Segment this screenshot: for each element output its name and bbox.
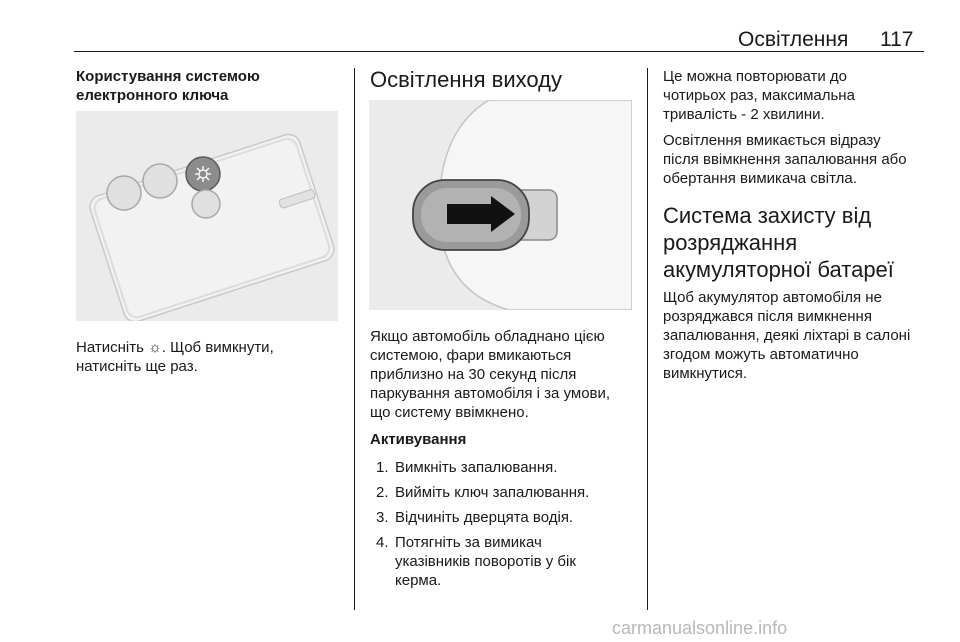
step-text-line-3: керма. (395, 572, 442, 589)
step-number: 3. (376, 509, 389, 526)
key-system-heading-line-2: електронного ключа (76, 87, 229, 104)
activation-step (370, 483, 640, 502)
activation-step (370, 458, 640, 477)
step-text: Вийміть ключ запалювання. (395, 484, 590, 501)
activation-steps-list (370, 458, 640, 596)
step-number: 2. (376, 484, 389, 501)
exit-lighting-paragraph-line-1: Якщо автомобіль обладнано цією (370, 328, 605, 345)
step-text-line-2: указівників поворотів у бік (395, 553, 576, 570)
watermark: carmanualsonline.info (612, 618, 788, 638)
battery-paragraph-line-2: розряджався після вимкнення (663, 308, 872, 325)
exit-lighting-paragraph-line-5: що систему ввімкнено. (370, 404, 529, 421)
repeat-info-line-1: Це можна повторювати до (663, 68, 847, 85)
battery-protection-heading-line-3: акумуляторної батареї (663, 257, 894, 282)
battery-protection-heading-line-1: Система захисту від (663, 203, 872, 228)
activation-step (370, 508, 640, 527)
key-instruction-line-1: Натисніть ☼. Щоб вимкнути, (76, 339, 274, 356)
activation-info-line-2: після ввімкнення запалювання або (663, 151, 907, 168)
step-text-line-1: Потягніть за вимикач (395, 534, 542, 551)
step-text: Вимкніть запалювання. (395, 459, 558, 476)
lever-drawing (369, 100, 632, 310)
step-number: 1. (376, 459, 389, 476)
exit-lighting-paragraph-line-4: паркування автомобіля і за умови, (370, 385, 611, 402)
exit-lighting-paragraph-line-3: приблизно на 30 секунд після (370, 366, 577, 383)
key-system-heading-line-1: Користування системою (76, 68, 260, 85)
battery-protection-heading-line-2: розряджання (663, 230, 798, 255)
header-rule (74, 51, 924, 52)
activation-info-line-3: обертання вимикача світла. (663, 170, 857, 187)
column-divider-right (647, 68, 648, 610)
column-divider-left (354, 68, 355, 610)
repeat-info-line-2: чотирьох раз, максимальна (663, 87, 855, 104)
battery-paragraph-line-4: згодом можуть автоматично (663, 346, 859, 363)
exit-lighting-paragraph-line-2: системою, фари вмикаються (370, 347, 572, 364)
page-header-title: Освітлення (738, 28, 849, 51)
battery-paragraph-line-3: запалювання, деякі ліхтарі в салоні (663, 327, 911, 344)
step-text: Відчиніть дверцята водія. (395, 509, 574, 526)
electronic-key-illustration (76, 111, 338, 321)
activation-heading: Активування (370, 431, 467, 448)
activation-step (370, 533, 640, 590)
activation-info-line-1: Освітлення вмикається відразу (663, 132, 881, 149)
repeat-info-line-3: тривалість - 2 хвилини. (663, 106, 825, 123)
key-instruction-line-2: натисніть ще раз. (76, 358, 198, 375)
battery-paragraph-line-1: Щоб акумулятор автомобіля не (663, 289, 882, 306)
key-card-drawing (76, 111, 338, 321)
step-number: 4. (376, 534, 389, 551)
exit-lighting-title: Освітлення виходу (370, 67, 562, 92)
page-number: 117 (880, 28, 914, 51)
battery-paragraph-line-5: вимкнутися. (663, 365, 748, 382)
turn-signal-lever-illustration (369, 100, 632, 310)
